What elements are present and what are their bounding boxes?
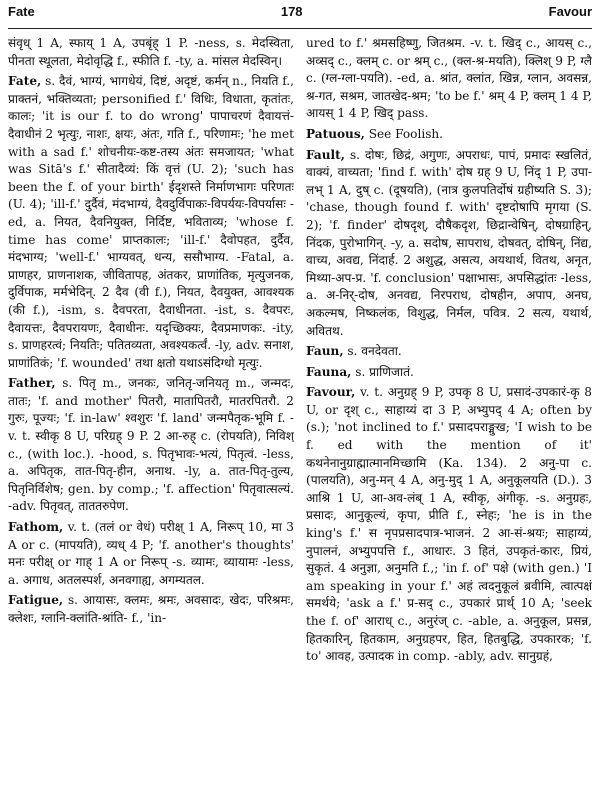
entry-patuous [306, 126, 592, 144]
entry-father [8, 375, 294, 516]
entry-body: s. दोषः, छिद्रं, अगुणः, अपराधः, पापं, प्रमादः स्खलितं, वाक्यं, वाच्यता; 'find f. with' दोष ग्रह् 9 U, निंद् 1 P, उपा-लभ् 1 A, दुष् c. (दूषयति), (नात्र कुलपतिर्दोषं ग्रहीष्यति S. 3); 'chase, though found f. with' दृष्टदोषापि मृगया (S. 2); 'f. finder' दोषदृश्, दौषैकदृश, छिद्रान्वेषिन्, दोषग्राहिन्, निंदक, पुरोभागिन्. -y, a. सदोष, सापराध, दोषवत्, दोषिन्, निंद्य, वाच्य, अवद्य, निंदार्ह. 2 अशुद्ध, असत्य, अयथार्थ, वितथ, अनृत, मिथ्या-अप-प्र. 'f. conclusion' पक्षाभासः, अपसिद्धांतः -less, a. अ-निर्-दोष, अनवद्य, निरपराध, दोषहीन, अपाप, अनघ, अकल्मष, निष्कलंक, विशुद्ध, निर्मल, पवित्र. 2 सत्य, यथार्थ, अवितथ. [306, 147, 592, 338]
header-left-guideword: Fate [8, 4, 35, 19]
entry-fathom [8, 519, 294, 589]
headword: Fathom, [8, 520, 64, 535]
entry-body: v. t. अनुग्रह् 9 P, उपकृ 8 U, प्रसादं-उपकारं-कृ 8 U, or दृश् c., साहाय्यं दा 3 P, अभ्युपद् 4 A; often by (s.); 'not inclined to f.' प्रसादपराङ्मुख; 'I wish to be f. ed with the mention of it' कथनेनानुग्राह्मात्मानमिच्छामि (Ka. 134). 2 अनु-पा c. (पालयति), अनु-मन् 4 A, अनु-मुद् 1 A, अनुकूलयति (D.). 3 आश्रि 1 U, आ-अव-लंब् 1 A, स्वीकृ, अंगीकृ. -s. अनुग्रहः, प्रसादः, आनुकूल्यं, कृपा, प्रीति f., स्नेहः; 'he is in the king's f.' स नृपप्रसादपात्र-भाजनं. 2 आ-सं-श्रयः; साहाय्यं, नुपालनं, अभ्युपपत्ति f., आधारः. 3 हितं, उपकृतं-कारः, प्रियं, सुकृतं. 4 अनुज्ञा, अनुमति f.,; 'in f. of' पक्षे (with gen.) 'I am speaking in your f.' अहं त्वदनुकूलं ब्रवीमि, त्वात्पक्षं समर्थये; 'ask a f.' प्र-सद् c., उपकारं प्रार्थ् 10 A; 'seek the f. of' आराध् c., अनुरंज् c. -able, a. अनुकूल, प्रसन्न, हितकारिन्, हितकाम, अनुग्रहपर, हित, हितबुद्धि, उपकारक; 'f. to' आवह, उत्पादक in comp. -ably, adv. सानुग्रहं, [306, 385, 592, 664]
entry-favour [306, 384, 592, 666]
page-header [8, 4, 592, 29]
entry-fate [8, 73, 294, 372]
entry-faun [306, 343, 592, 361]
headword: Patuous, [306, 126, 365, 141]
entry-body: s. पितृ m., जनकः, जनितृ-जनियतृ m., जन्मदः, तातः; 'f. and mother' पितरौ, मातापितरौ, मातरपितरौ. 2 गुरुः, पूज्यः; 'f. in-law' श्वशुरः 'f. land' जन्मपैतृक-भूमि f. -v. t. स्वीकृ 8 U, परिग्रह् 9 P. 2 आ-रुह् c. (रोपयति), निविश् c., (with loc.). -hood, s. पितृभावः-भत्यं, पितृत्वं. -less, a. अपितृक, तात-पितृ-हीन, अनाथ. -ly, a. तात-पितृ-तुल्य, पितृनिर्विशेष; gen. by comp.; 'f. affection' पितृवात्सल्यं. -adv. पितृवत्, ताततरुपेण. [8, 376, 294, 514]
page-number: 178 [280, 4, 303, 19]
entry-body: v. t. (तलं or वेधं) परीक्ष् 1 A, निरूप् 10, मा 3 A or c. (मापयति), व्यध् 4 P; 'f. another's thoughts' मनः परीक्ष् or गाह् 1 A or निरूप् -s. व्यामः, व्यायामः -less, a. अगाध, अतलस्पर्श, अनवगाह्य, अगम्यतल. [8, 520, 294, 587]
headword: Fate, [8, 74, 42, 89]
right-column [306, 35, 592, 795]
headword: Fault, [306, 147, 345, 162]
headword: Father, [8, 376, 56, 391]
entry-body: ured to f.' श्रमसहिष्णु, जितश्रम. -v. t. खिद् c., आयस् c., अव्सद् c., क्लम् c. or श्रम् c., (क्ल-श्र-मयति), क्लिश् 9 P, ग्लै c. (ग्ल-ग्ला-पयति). -ed, a. श्रांत, क्लांत, खिन्न, ग्लान, अवसन्न, श्र-गत, सश्रम, जातखेद-श्रम; 'to be f.' श्रम् 4 P, क्लम् 1 4 P, आयस् 1 4 P, खिद् pass. [306, 36, 592, 121]
entry-body: s. आयासः, क्लमः, श्रमः, अवसादः, खेदः, परिश्रमः, क्लेशः, ग्लानि-क्लांति-श्रांति- f., 'in- [8, 593, 294, 625]
entry-body: s. वनदेवता. [343, 344, 402, 359]
headword: Favour, [306, 385, 356, 400]
headword: Fauna, [306, 364, 352, 379]
entry-continuation [306, 35, 592, 123]
entry-fault [306, 147, 592, 341]
entry-body: See Foolish. [364, 126, 444, 141]
entry-body: संवृध् 1 A, स्फाय् 1 A, उपबृंह् 1 P. -ness, s. मेदस्विता, पीनता स्थूलता, मेदोवृद्धि f., स्फीति f. -ty, a. मांसल मेदस्विन्। [8, 36, 294, 68]
entry-fatigue [8, 592, 294, 627]
entry-continuation [8, 35, 294, 70]
entry-fauna [306, 364, 592, 382]
headword: Faun, [306, 344, 344, 359]
entry-body: s. दैवं, भाग्यं, भागधेयं, दिष्टं, अदृष्टं, कर्मन् n., नियति f., प्राक्तनं, भक्तिव्यता; personified f.' विधिः, विधाता, कृतांतः, कालः; 'it is our f. to do wrong' पापाचरणं दैवायत्तं-दैवाधीनं 2 भृत्युः, नाशः, क्षयः, अंतः, गति f., परिणामः; 'he met with a sad f.' शोचनीयः-कष्ट-तस्य अंतः समजायत; 'what was Sitā's f.' सीतादैव्यं: किं वृत्तं (U. 2); 'such has been the f. of your birth' ईदृशस्ते निर्माणभागः परिणतः (U. 4); 'ill-f.' दुर्दैवं, मंदभाग्यं, दैवदुर्विपाकः-विपर्ययः-विपर्यासः -ed, a. नियत, दैवनियुक्त, निर्दिष्ट, भविताव्य; 'whose f. time has come' प्राप्तकालः; 'ill-f.' दैवोपहत, दुर्दैव, मंदभाग्य; 'well-f.' भाग्यवत्, धन्य, ससौभाग्य. -Fatal, a. प्राणहर, प्राणनाशक, जीवितापह, अंतकर, प्राणांतिक, मृत्युजनक, दुर्विपाक, मर्मभेदिन्. 2 दैव (वी f.), नियत, दैवयुक्त, आवश्यक (की f.), -ism, s. दैवपरता, दैवाधीनता. -ist, s. दैवपरः, दैवायत्तः, दैवपरायणः, दैवाधीनः. यदृच्छिक्यः, दैवप्रमाणकः. -ity, s. प्राणहरत्वं; नियतिः; पतितव्यता, अवश्यकर्त्वं. -ly, adv. सनाश, प्राणांतिकं; 'f. wounded' तथा क्षतो यथाऽसंदिग्धो मृत्युः. [8, 74, 294, 370]
header-right-guideword: Favour [548, 4, 592, 19]
headword: Fatigue, [8, 593, 64, 608]
two-column-body [8, 35, 592, 795]
left-column [8, 35, 294, 795]
entry-body: s. प्राणिजातं. [351, 364, 414, 379]
